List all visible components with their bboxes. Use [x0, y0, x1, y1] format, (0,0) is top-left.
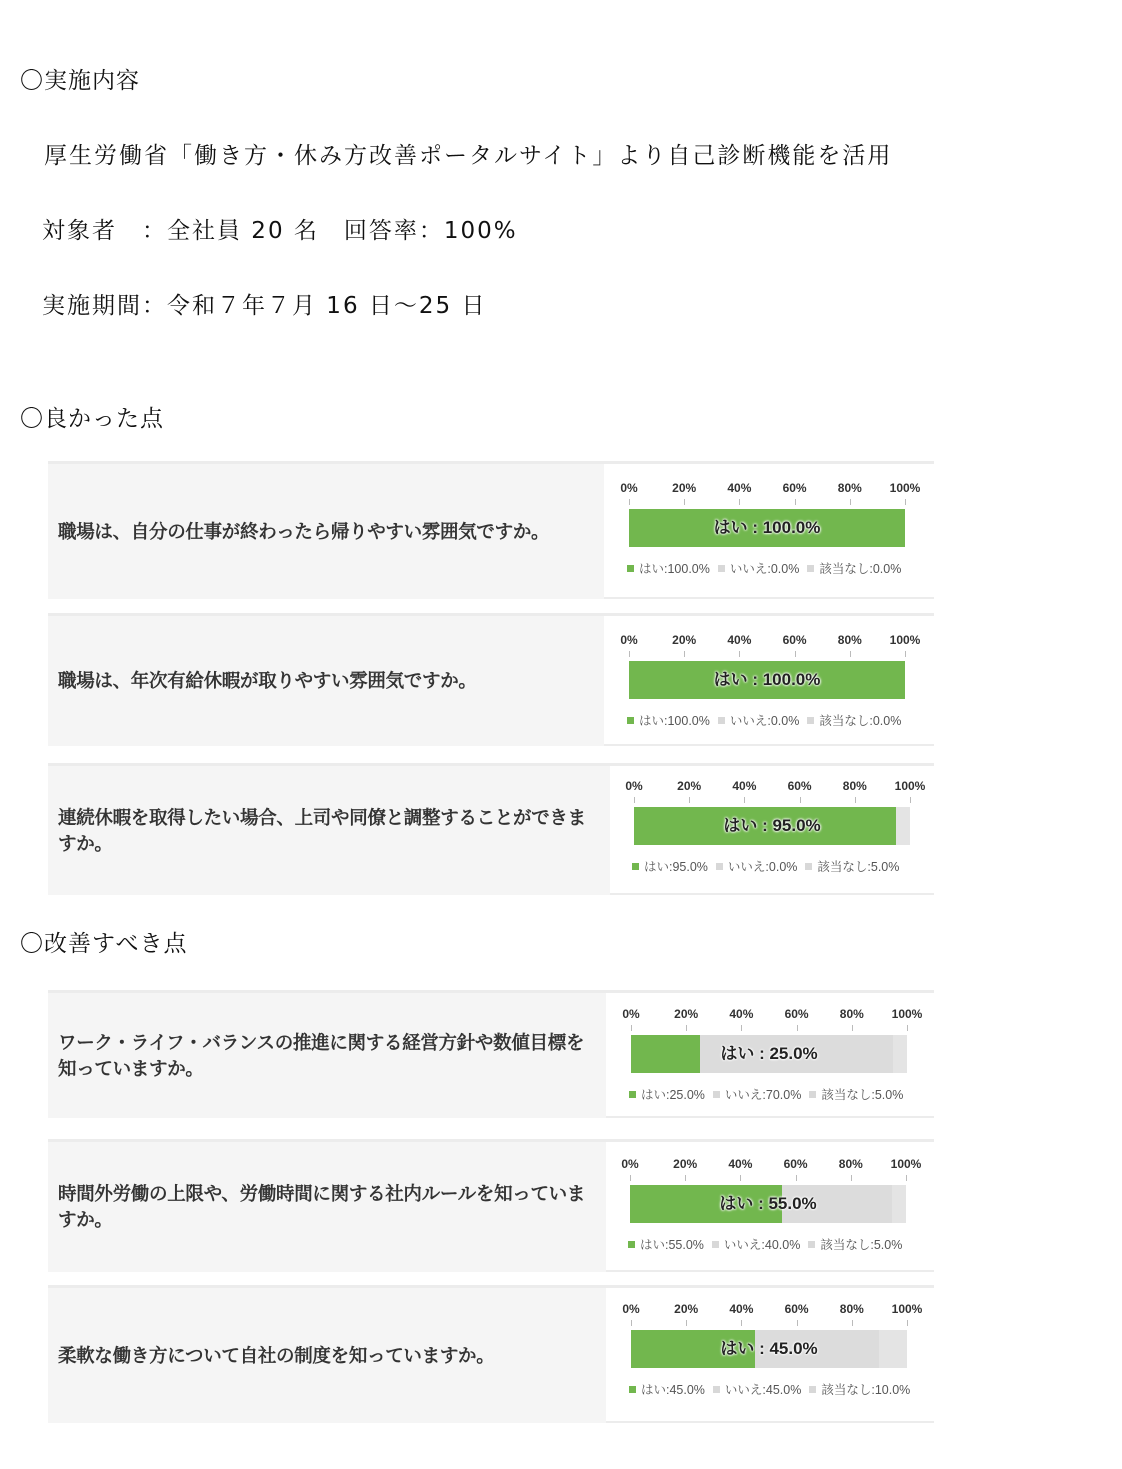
legend-label: 該当なし:5.0%: [817, 860, 900, 874]
legend-swatch: [807, 565, 814, 572]
stacked-bar: [631, 1035, 907, 1073]
legend-item: [632, 857, 708, 875]
axis-tick-mark: [689, 797, 690, 803]
axis-tick-label: 0%: [622, 1007, 640, 1021]
axis-tick-mark: [744, 797, 745, 803]
response-bar-chart: [621, 1157, 922, 1272]
legend-swatch: [805, 863, 812, 870]
axis-tick-label: 60%: [787, 779, 812, 793]
question-panel: [48, 1142, 606, 1272]
legend-label: はい:95.0%: [644, 860, 708, 874]
axis-tick-label: 20%: [672, 633, 697, 647]
axis-tick-label: 100%: [889, 481, 921, 495]
legend-label: 該当なし:10.0%: [821, 1383, 911, 1397]
chart-legend: [627, 559, 909, 577]
axis-tick-label: 60%: [783, 1157, 808, 1171]
axis-tick-label: 100%: [891, 1302, 923, 1316]
axis-tick-label: 20%: [677, 779, 702, 793]
question-text: ワーク・ライフ・バランスの推進に関する経営方針や数値目標を知っていますか。: [58, 1031, 585, 1079]
improvement-points-heading: 〇改善すべき点: [20, 931, 188, 957]
legend-swatch: [713, 1386, 720, 1393]
axis-tick-label: 20%: [674, 1302, 699, 1316]
legend-label: はい:25.0%: [641, 1088, 705, 1102]
legend-label: 該当なし:0.0%: [819, 562, 902, 576]
axis-tick-label: 60%: [784, 1302, 809, 1316]
legend-item: [808, 1235, 902, 1253]
legend-swatch: [627, 565, 634, 572]
axis-tick-mark: [852, 1025, 853, 1031]
legend-label: 該当なし:0.0%: [819, 714, 902, 728]
axis-tick-mark: [795, 651, 796, 657]
good-points-heading: 〇良かった点: [20, 406, 164, 432]
axis-tick-label: 80%: [837, 633, 862, 647]
question-panel: [48, 464, 604, 599]
legend-label: はい:100.0%: [639, 714, 710, 728]
legend-label: はい:45.0%: [641, 1383, 705, 1397]
response-bar-chart: [625, 779, 926, 894]
legend-label: はい:55.0%: [640, 1238, 704, 1252]
legend-swatch: [712, 1241, 719, 1248]
axis-tick-label: 40%: [728, 1157, 753, 1171]
axis-tick-label: 0%: [625, 779, 643, 793]
chart-legend: [628, 1235, 910, 1253]
stacked-bar: [634, 807, 910, 845]
legend-label: 該当なし:5.0%: [820, 1238, 903, 1252]
axis-tick-label: 80%: [838, 1157, 863, 1171]
legend-item: [628, 1235, 704, 1253]
axis-tick-mark: [850, 499, 851, 505]
legend-item: [807, 711, 901, 729]
axis-tick-label: 80%: [837, 481, 862, 495]
legend-label: いいえ:0.0%: [729, 562, 800, 576]
axis-tick-label: 40%: [732, 779, 757, 793]
legend-swatch: [718, 717, 725, 724]
implementation-period: 実施期間：令和７年７月 16 日～25 日: [42, 293, 487, 319]
axis-tick-mark: [634, 797, 635, 803]
axis-tick-mark: [741, 1025, 742, 1031]
legend-label: いいえ:0.0%: [727, 860, 798, 874]
legend-swatch: [807, 717, 814, 724]
legend-swatch: [809, 1091, 816, 1098]
axis-tick-mark: [905, 651, 906, 657]
axis-tick-label: 40%: [727, 633, 752, 647]
axis-tick-mark: [851, 1175, 852, 1181]
legend-swatch: [713, 1091, 720, 1098]
survey-card: [48, 613, 934, 746]
axis-tick-label: 100%: [891, 1007, 923, 1021]
legend-item: [627, 711, 710, 729]
response-bar-chart: [620, 633, 921, 748]
axis-tick-mark: [739, 651, 740, 657]
legend-label: 該当なし:5.0%: [821, 1088, 904, 1102]
axis-tick-mark: [796, 1175, 797, 1181]
axis-tick-label: 0%: [622, 1302, 640, 1316]
chart-legend: [629, 1380, 918, 1398]
stacked-bar: [630, 1185, 906, 1223]
question-panel: [48, 993, 606, 1118]
axis-tick-mark: [631, 1320, 632, 1326]
axis-tick-mark: [906, 1175, 907, 1181]
bar-value-label: はい : 100.0%: [713, 670, 821, 689]
axis-tick-mark: [684, 651, 685, 657]
legend-item: [809, 1380, 910, 1398]
axis-tick-mark: [850, 651, 851, 657]
legend-swatch: [632, 863, 639, 870]
legend-item: [627, 559, 710, 577]
legend-swatch: [629, 1091, 636, 1098]
legend-item: [716, 857, 797, 875]
axis-tick-mark: [629, 499, 630, 505]
question-text: 職場は、年次有給休暇が取りやすい雰囲気ですか。: [58, 670, 477, 691]
stacked-bar: [631, 1330, 907, 1368]
axis-tick-label: 80%: [839, 1302, 864, 1316]
chart-legend: [627, 711, 909, 729]
bar-value-label: はい : 55.0%: [719, 1194, 817, 1213]
axis-tick-label: 20%: [673, 1157, 698, 1171]
legend-item: [718, 559, 799, 577]
question-text: 職場は、自分の仕事が終わったら帰りやすい雰囲気ですか。: [58, 520, 550, 542]
axis-tick-mark: [795, 499, 796, 505]
axis-tick-label: 40%: [729, 1302, 754, 1316]
axis-tick-label: 80%: [839, 1007, 864, 1021]
question-text: 柔軟な働き方について自社の制度を知っていますか。: [58, 1344, 495, 1366]
axis-tick-mark: [855, 797, 856, 803]
legend-item: [809, 1085, 903, 1103]
question-panel: [48, 616, 604, 746]
axis-tick-label: 60%: [784, 1007, 809, 1021]
axis-tick-mark: [740, 1175, 741, 1181]
survey-card: [48, 1139, 934, 1272]
question-text: 連続休暇を取得したい場合、上司や同僚と調整することができますか。: [58, 806, 586, 854]
stacked-bar: [629, 509, 905, 547]
legend-item: [718, 711, 799, 729]
legend-swatch: [628, 1241, 635, 1248]
question-panel: [48, 1288, 606, 1423]
chart-legend: [632, 857, 907, 875]
bar-value-label: はい : 100.0%: [713, 518, 821, 537]
legend-label: いいえ:0.0%: [729, 714, 800, 728]
legend-item: [713, 1085, 801, 1103]
axis-tick-mark: [684, 499, 685, 505]
axis-tick-mark: [910, 797, 911, 803]
legend-swatch: [629, 1386, 636, 1393]
axis-tick-mark: [741, 1320, 742, 1326]
legend-label: いいえ:40.0%: [723, 1238, 801, 1252]
legend-item: [807, 559, 901, 577]
legend-item: [629, 1085, 705, 1103]
axis-tick-mark: [907, 1025, 908, 1031]
response-bar-chart: [620, 481, 921, 596]
bar-value-label: はい : 95.0%: [723, 816, 821, 835]
legend-item: [713, 1380, 801, 1398]
bar-value-label: はい : 45.0%: [720, 1339, 818, 1358]
legend-item: [805, 857, 899, 875]
implementation-heading: 〇実施内容: [20, 68, 140, 94]
question-text: 時間外労働の上限や、労働時間に関する社内ルールを知っていますか。: [58, 1183, 586, 1230]
survey-card: [48, 1285, 934, 1423]
legend-swatch: [809, 1386, 816, 1393]
legend-label: いいえ:45.0%: [724, 1383, 802, 1397]
axis-tick-mark: [631, 1025, 632, 1031]
axis-tick-mark: [905, 499, 906, 505]
legend-swatch: [627, 717, 634, 724]
axis-tick-label: 0%: [621, 1157, 639, 1171]
legend-item: [629, 1380, 705, 1398]
axis-tick-label: 100%: [890, 1157, 922, 1171]
axis-tick-label: 60%: [782, 481, 807, 495]
axis-tick-mark: [686, 1320, 687, 1326]
legend-label: はい:100.0%: [639, 562, 710, 576]
axis-tick-mark: [629, 651, 630, 657]
stacked-bar: [629, 661, 905, 699]
axis-tick-label: 0%: [620, 481, 638, 495]
axis-tick-label: 0%: [620, 633, 638, 647]
response-bar-chart: [622, 1007, 923, 1122]
target-respondents: 対象者 ：全社員 20 名 回答率：100%: [42, 218, 518, 244]
axis-tick-mark: [686, 1025, 687, 1031]
survey-card: [48, 990, 934, 1118]
axis-tick-label: 40%: [727, 481, 752, 495]
legend-swatch: [808, 1241, 815, 1248]
question-panel: [48, 766, 610, 895]
chart-legend: [629, 1085, 911, 1103]
legend-label: いいえ:70.0%: [724, 1088, 802, 1102]
axis-tick-label: 100%: [889, 633, 921, 647]
legend-item: [712, 1235, 800, 1253]
axis-tick-label: 100%: [894, 779, 926, 793]
axis-tick-mark: [852, 1320, 853, 1326]
legend-swatch: [718, 565, 725, 572]
axis-tick-label: 40%: [729, 1007, 754, 1021]
response-bar-chart: [622, 1302, 923, 1417]
tool-description: 厚生労働省「働き方・休み方改善ポータルサイト」より自己診断機能を活用: [44, 143, 893, 169]
bar-value-label: はい : 25.0%: [720, 1044, 818, 1063]
axis-tick-mark: [685, 1175, 686, 1181]
axis-tick-label: 60%: [782, 633, 807, 647]
axis-tick-label: 80%: [842, 779, 867, 793]
axis-tick-mark: [800, 797, 801, 803]
axis-tick-mark: [797, 1025, 798, 1031]
axis-tick-mark: [797, 1320, 798, 1326]
axis-tick-label: 20%: [674, 1007, 699, 1021]
survey-card: [48, 461, 934, 599]
axis-tick-mark: [630, 1175, 631, 1181]
axis-tick-mark: [907, 1320, 908, 1326]
survey-card: [48, 763, 934, 895]
legend-swatch: [716, 863, 723, 870]
axis-tick-mark: [739, 499, 740, 505]
axis-tick-label: 20%: [672, 481, 697, 495]
